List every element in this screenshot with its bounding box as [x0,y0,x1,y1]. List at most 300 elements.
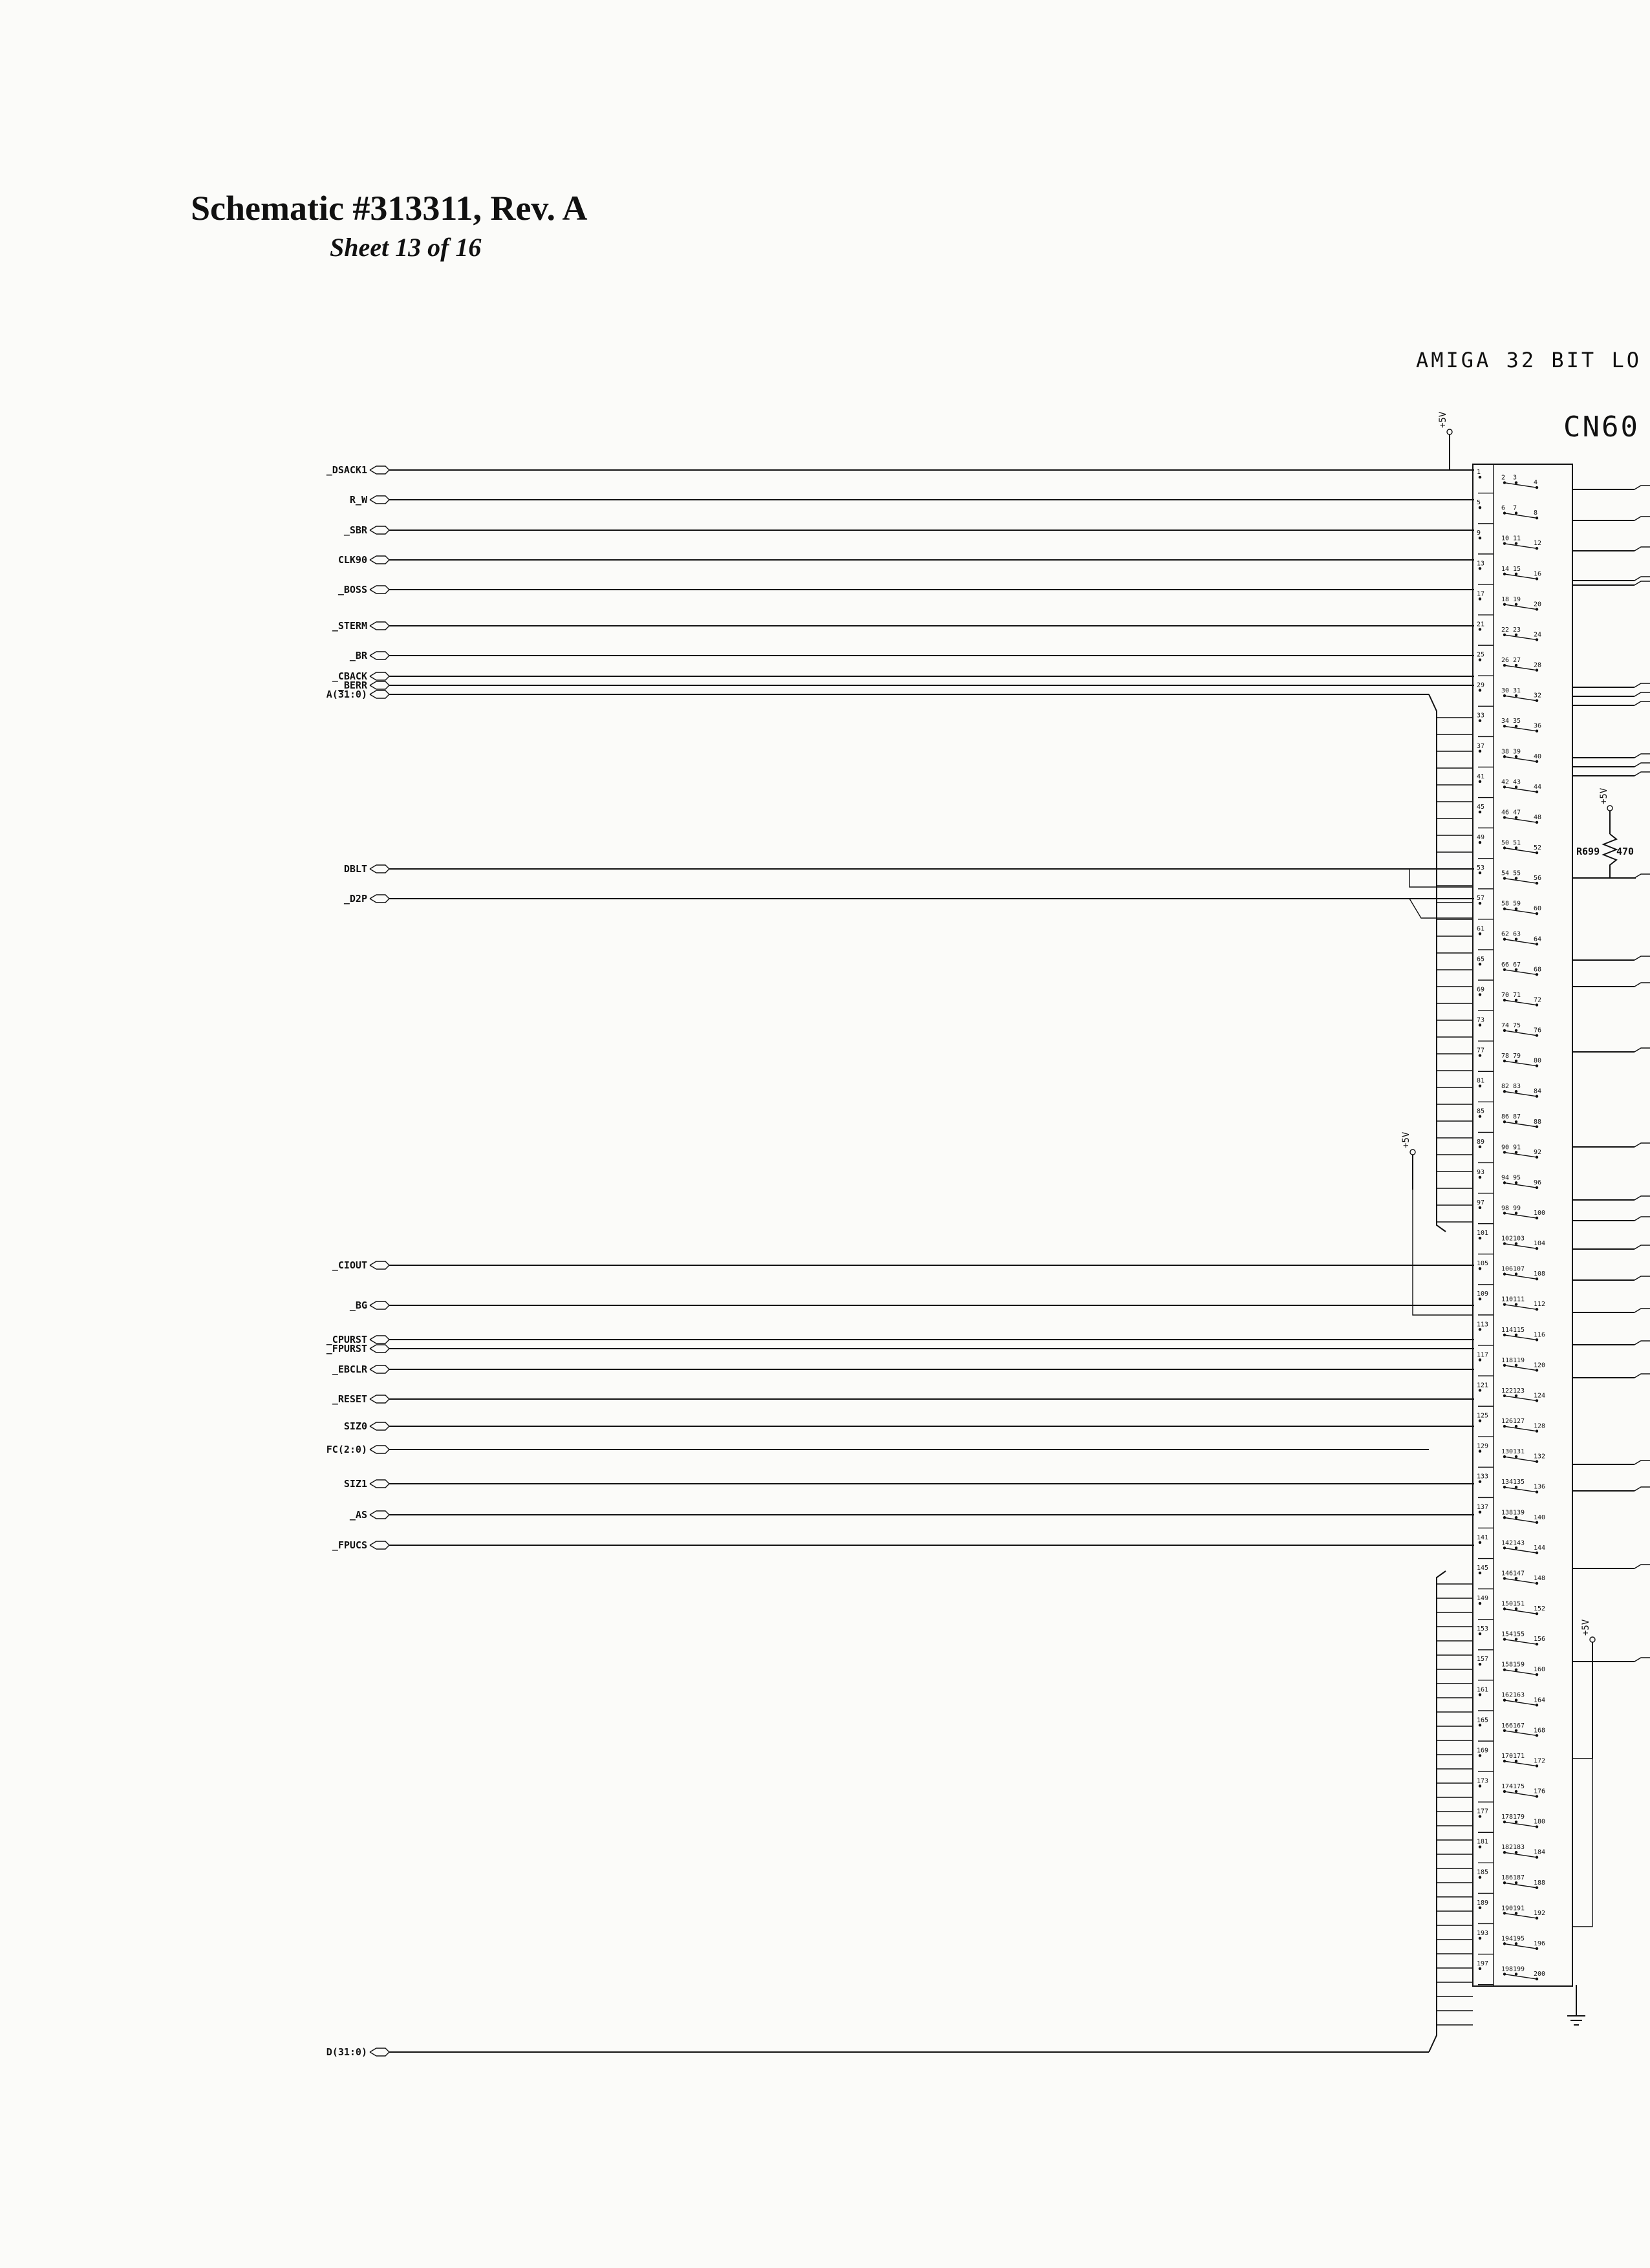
signal-arrow [370,1395,389,1403]
signal-arrow [370,496,389,504]
pin-number: 32 [1534,692,1542,700]
pin-number: 151 [1513,1600,1525,1608]
pin-dot [1515,938,1517,941]
pin-dot [1515,1942,1517,1945]
pin-number: 6 [1501,504,1506,512]
pin-bridge [1504,1152,1536,1157]
pin-number: 162 [1501,1691,1514,1699]
pin-number: 148 [1534,1574,1546,1582]
pin-number: 18 [1501,595,1510,603]
pin-number: 144 [1534,1544,1546,1552]
pin-number: 44 [1534,783,1542,791]
pin-number: 145 [1477,1564,1489,1572]
pin-number: 99 [1513,1204,1521,1212]
pin-number: 142 [1501,1539,1514,1547]
right-arrow [1634,983,1650,987]
pin-number: 70 [1501,991,1510,999]
pin-number: 108 [1534,1270,1546,1278]
pin-number: 43 [1513,778,1521,786]
pin-dot [1479,841,1481,844]
pin-dot [1479,628,1481,630]
signal-arrow [370,1541,389,1549]
pin-number: 83 [1513,1083,1521,1091]
pin-number: 3 [1513,474,1517,482]
pin-number: 35 [1513,718,1521,725]
pin-number: 61 [1477,925,1485,933]
pin-number: 96 [1534,1179,1542,1186]
pin-number: 73 [1477,1016,1485,1024]
right-arrow [1634,1487,1650,1491]
pin-dot [1479,1937,1481,1940]
pin-dot [1479,476,1481,478]
pin-number: 89 [1477,1138,1485,1146]
pin-number: 164 [1534,1696,1546,1704]
pin-number: 19 [1513,595,1521,603]
pin-number: 14 [1501,565,1510,573]
pin-dot [1515,1120,1517,1123]
pin-number: 27 [1513,657,1521,665]
pin-number: 187 [1513,1874,1525,1882]
pin-bridge [1504,787,1536,792]
pin-number: 11 [1513,535,1521,542]
pin-number: 42 [1501,778,1510,786]
pin-bridge [1504,1548,1536,1553]
pin-number: 158 [1501,1661,1514,1669]
pin-number: 166 [1501,1722,1514,1729]
pin-dot [1515,999,1517,1001]
signal-label: _AS [349,1509,367,1521]
pin-number: 189 [1477,1899,1489,1907]
pin-bridge [1504,1670,1536,1675]
pin-number: 126 [1501,1418,1514,1426]
pin-number: 102 [1501,1235,1514,1243]
pin-number: 130 [1501,1448,1514,1456]
pin-dot [1515,1760,1517,1762]
pin-number: 36 [1534,722,1542,730]
right-arrow [1634,763,1650,767]
pin-number: 60 [1534,905,1542,913]
pin-number: 181 [1477,1838,1489,1846]
pin-dot [1479,1358,1481,1361]
right-arrow [1634,577,1650,581]
power-symbol-top [1438,411,1452,470]
pin-number: 55 [1513,870,1521,877]
pin-bridge [1504,1274,1536,1279]
pin-number: 167 [1513,1722,1525,1729]
signal-arrow [370,681,389,689]
pin-bridge [1504,1365,1536,1371]
pin-dot [1515,1668,1517,1671]
pin-number: 41 [1477,773,1485,780]
pin-number: 127 [1513,1418,1525,1426]
pin-number: 38 [1501,748,1510,756]
pin-dot [1515,511,1517,514]
pin-number: 147 [1513,1570,1525,1578]
pin-number: 33 [1477,712,1485,720]
right-arrow [1634,701,1650,705]
pin-number: 136 [1534,1483,1546,1491]
pin-dot [1479,1450,1481,1452]
right-arrow [1634,692,1650,696]
pin-number: 111 [1513,1296,1525,1303]
pin-number: 71 [1513,991,1521,999]
pin-number: 63 [1513,930,1521,938]
pin-dot [1515,1364,1517,1367]
pin-dot [1479,963,1481,965]
signal-label: _DSACK1 [326,464,367,476]
pin-dot [1515,1912,1517,1914]
signal-label: DBLT [343,863,367,875]
pin-dot [1515,1516,1517,1519]
pin-dot [1479,1602,1481,1605]
signal-arrow [370,556,389,564]
pin-dot [1515,907,1517,910]
pin-bridge [1504,574,1536,579]
pin-number: 200 [1534,1970,1546,1978]
pin-number: 75 [1513,1022,1521,1029]
pin-number: 155 [1513,1631,1525,1638]
pin-number: 197 [1477,1960,1489,1967]
pin-number: 52 [1534,844,1542,852]
pin-number: 78 [1501,1053,1510,1060]
pin-dot [1515,1881,1517,1884]
pin-dot [1479,1511,1481,1514]
pin-dot [1479,1206,1481,1209]
pin-bridge [1504,1578,1536,1583]
pin-number: 157 [1477,1656,1489,1664]
pin-dot [1515,725,1517,727]
ground-feed [1572,1759,1592,1927]
pin-number: 128 [1534,1422,1546,1430]
pin-number: 109 [1477,1290,1489,1298]
pin-dot [1515,755,1517,758]
pin-bridge [1504,1913,1536,1918]
pin-number: 5 [1477,499,1481,507]
pin-number: 101 [1477,1230,1489,1237]
pin-bridge [1504,756,1536,762]
pin-dot [1515,1790,1517,1793]
pin-number: 115 [1513,1326,1525,1334]
pin-number: 113 [1477,1321,1489,1329]
pin-number: 141 [1477,1534,1489,1541]
pin-number: 77 [1477,1047,1485,1054]
pin-number: 81 [1477,1077,1485,1085]
pin-bridge [1504,1305,1536,1310]
pin-bridge [1504,1822,1536,1827]
pin-dot [1515,1181,1517,1184]
pin-dot [1479,872,1481,874]
signal-label: _FPUCS [332,1539,367,1551]
pin-dot [1515,1851,1517,1854]
pin-number: 37 [1477,742,1485,750]
pin-number: 172 [1534,1757,1546,1765]
signal-label: _BR [349,650,367,661]
pin-number: 112 [1534,1301,1546,1309]
signal-label: _CIOUT [332,1259,367,1271]
pin-dot [1515,1151,1517,1153]
pin-number: 12 [1534,540,1542,548]
pin-number: 149 [1477,1595,1489,1603]
pin-dot [1479,1023,1481,1026]
signal-label: _BG [349,1300,367,1311]
pin-number: 173 [1477,1777,1489,1785]
pin-number: 79 [1513,1053,1521,1060]
pin-dot [1479,932,1481,935]
pin-dot [1515,542,1517,545]
pin-number: 186 [1501,1874,1514,1882]
pin-dot [1515,1455,1517,1458]
pin-number: 8 [1534,509,1538,517]
pin-bridge [1504,1792,1536,1797]
right-arrow [1634,517,1650,520]
pin-dot [1515,1090,1517,1093]
signal-label: FC(2:0) [326,1444,367,1455]
pin-number: 85 [1477,1107,1485,1115]
pin-dot [1479,1389,1481,1391]
pin-bridge [1504,1244,1536,1249]
pin-number: 125 [1477,1412,1489,1420]
right-arrow [1634,772,1650,776]
signal-label: A(31:0) [326,689,367,700]
pin-number: 165 [1477,1717,1489,1724]
signal-label: _SBR [343,524,367,536]
signal-arrow [370,622,389,630]
pin-dot [1479,750,1481,753]
pin-dot [1515,1303,1517,1306]
pin-dot [1479,780,1481,783]
pin-dot [1479,1328,1481,1331]
pin-number: 185 [1477,1868,1489,1876]
pin-number: 56 [1534,875,1542,883]
pin-dot [1515,1212,1517,1214]
pin-dot [1479,597,1481,600]
pin-dot [1479,1632,1481,1635]
signal-arrow [370,652,389,659]
right-arrow [1634,956,1650,960]
pin-bridge [1504,1213,1536,1218]
pin-number: 182 [1501,1844,1514,1852]
signal-arrow [370,2048,389,2056]
signal-arrow [370,586,389,594]
pin-number: 199 [1513,1965,1525,1973]
signal-arrow [370,526,389,534]
signal-label: SIZ0 [343,1420,367,1432]
pin-dot [1515,877,1517,879]
pin-number: 51 [1513,839,1521,847]
pin-number: 84 [1534,1087,1542,1095]
pin-number: 7 [1513,504,1517,512]
pin-bridge [1504,696,1536,701]
signal-arrow [370,1511,389,1519]
pin-number: 131 [1513,1448,1525,1456]
pin-number: 24 [1534,631,1542,639]
pin-number: 54 [1501,870,1510,877]
pin-dot [1479,1115,1481,1118]
right-arrow [1634,754,1650,758]
pin-number: 66 [1501,961,1510,968]
pin-number: 169 [1477,1747,1489,1755]
supply-label-top: +5V [1438,411,1448,428]
pin-dot [1479,1845,1481,1848]
pin-number: 30 [1501,687,1510,695]
pin-number: 191 [1513,1905,1525,1912]
pin-bridge [1504,1396,1536,1401]
pin-number: 178 [1501,1813,1514,1821]
pin-number: 153 [1477,1625,1489,1633]
pin-number: 103 [1513,1235,1525,1243]
signal-arrow [370,690,389,698]
pin-dot [1515,1821,1517,1823]
signal-arrow [370,1336,389,1343]
pin-dot [1515,1729,1517,1732]
pin-number: 107 [1513,1265,1525,1273]
right-arrow [1634,1196,1650,1200]
pin-bridge [1504,1609,1536,1614]
pin-dot [1479,1267,1481,1270]
pin-number: 87 [1513,1113,1521,1121]
ground-symbol [1567,1985,1585,2025]
pin-number: 194 [1501,1935,1514,1943]
pin-number: 123 [1513,1387,1525,1395]
pin-number: 93 [1477,1168,1485,1176]
pin-number: 114 [1501,1326,1514,1334]
pin-number: 4 [1534,479,1538,487]
pin-number: 98 [1501,1204,1510,1212]
pin-dot [1479,567,1481,570]
pin-number: 170 [1501,1752,1514,1760]
pin-number: 104 [1534,1240,1546,1248]
pin-number: 150 [1501,1600,1514,1608]
pin-number: 138 [1501,1509,1514,1517]
pin-number: 21 [1477,621,1485,628]
pin-dot [1479,1907,1481,1909]
pin-number: 47 [1513,809,1521,817]
supply-label-bottom: +5V [1581,1619,1591,1636]
pin-dot [1515,1577,1517,1579]
pin-number: 68 [1534,966,1542,974]
pin-number: 175 [1513,1782,1525,1790]
pin-number: 180 [1534,1818,1546,1826]
bg-loop [1413,1190,1473,1315]
pin-dot [1479,1663,1481,1665]
signal-label: _CBACK [332,670,367,682]
right-arrow [1634,1341,1650,1345]
pin-number: 28 [1534,661,1542,669]
pin-bridge [1504,817,1536,822]
pin-bridge [1504,483,1536,488]
pin-bridge [1504,1426,1536,1431]
pin-number: 50 [1501,839,1510,847]
connector-reference: CN60 [1563,411,1640,444]
pin-number: 90 [1501,1144,1510,1151]
pin-number: 48 [1534,813,1542,821]
pin-dot [1515,968,1517,971]
pin-number: 120 [1534,1362,1546,1369]
pin-number: 64 [1534,936,1542,943]
signal-arrow [370,1345,389,1353]
pin-dot [1515,1699,1517,1702]
pin-number: 39 [1513,748,1521,756]
pin-number: 72 [1534,996,1542,1004]
pin-dot [1479,658,1481,661]
pin-bridge [1504,665,1536,670]
right-arrow [1634,1658,1650,1662]
pin-dot [1515,634,1517,636]
pin-number: 154 [1501,1631,1514,1638]
pin-number: 198 [1501,1965,1514,1973]
pin-bridge [1504,1517,1536,1523]
pin-number: 171 [1513,1752,1525,1760]
signal-arrow [370,1446,389,1453]
pin-dot [1515,1638,1517,1640]
pin-number: 122 [1501,1387,1514,1395]
right-arrow [1634,1276,1650,1280]
pin-dot [1479,1784,1481,1787]
signal-arrow [370,1301,389,1309]
pin-dot [1479,1237,1481,1239]
pin-bridge [1504,1487,1536,1492]
pin-number: 94 [1501,1174,1510,1182]
pin-number: 183 [1513,1844,1525,1852]
resistor-r699 [1576,787,1636,878]
pin-dot [1515,603,1517,606]
pin-number: 80 [1534,1057,1542,1065]
signal-label: _BOSS [338,584,367,595]
pin-number: 129 [1477,1442,1489,1450]
pin-number: 9 [1477,530,1481,537]
pin-number: 132 [1534,1453,1546,1460]
signal-label: CLK90 [338,554,367,566]
pin-number: 67 [1513,961,1521,968]
pin-dot [1515,1607,1517,1610]
pin-dot [1515,846,1517,849]
pin-number: 177 [1477,1808,1489,1815]
pin-number: 195 [1513,1935,1525,1943]
pin-dot [1479,1146,1481,1148]
pin-number: 91 [1513,1144,1521,1151]
pin-number: 100 [1534,1209,1546,1217]
pin-dot [1479,1054,1481,1056]
pin-number: 193 [1477,1929,1489,1937]
pin-number: 86 [1501,1113,1510,1121]
schematic-title: Schematic #313311, Rev. A [191,189,588,228]
power-symbol-mid [1401,1131,1415,1190]
pin-bridge [1504,1182,1536,1188]
pin-dot [1479,506,1481,509]
pin-bridge [1504,848,1536,853]
dblt-route [1409,869,1473,887]
pin-number: 139 [1513,1509,1525,1517]
pin-number: 34 [1501,718,1510,725]
pin-dot [1479,1298,1481,1300]
pin-number: 49 [1477,834,1485,842]
pin-bridge [1504,1700,1536,1706]
pin-bridge [1504,1943,1536,1949]
pin-dot [1479,1815,1481,1817]
pin-number: 121 [1477,1382,1489,1389]
pin-number: 10 [1501,535,1510,542]
connector-cn60 [1473,464,1572,1986]
pin-number: 160 [1534,1666,1546,1674]
pin-bridge [1504,1457,1536,1462]
right-arrow [1634,683,1650,687]
pin-number: 20 [1534,601,1542,608]
pin-dot [1515,1060,1517,1062]
pin-bridge [1504,1731,1536,1736]
pin-number: 143 [1513,1539,1525,1547]
pin-number: 176 [1534,1788,1546,1795]
pin-bridge [1504,604,1536,610]
